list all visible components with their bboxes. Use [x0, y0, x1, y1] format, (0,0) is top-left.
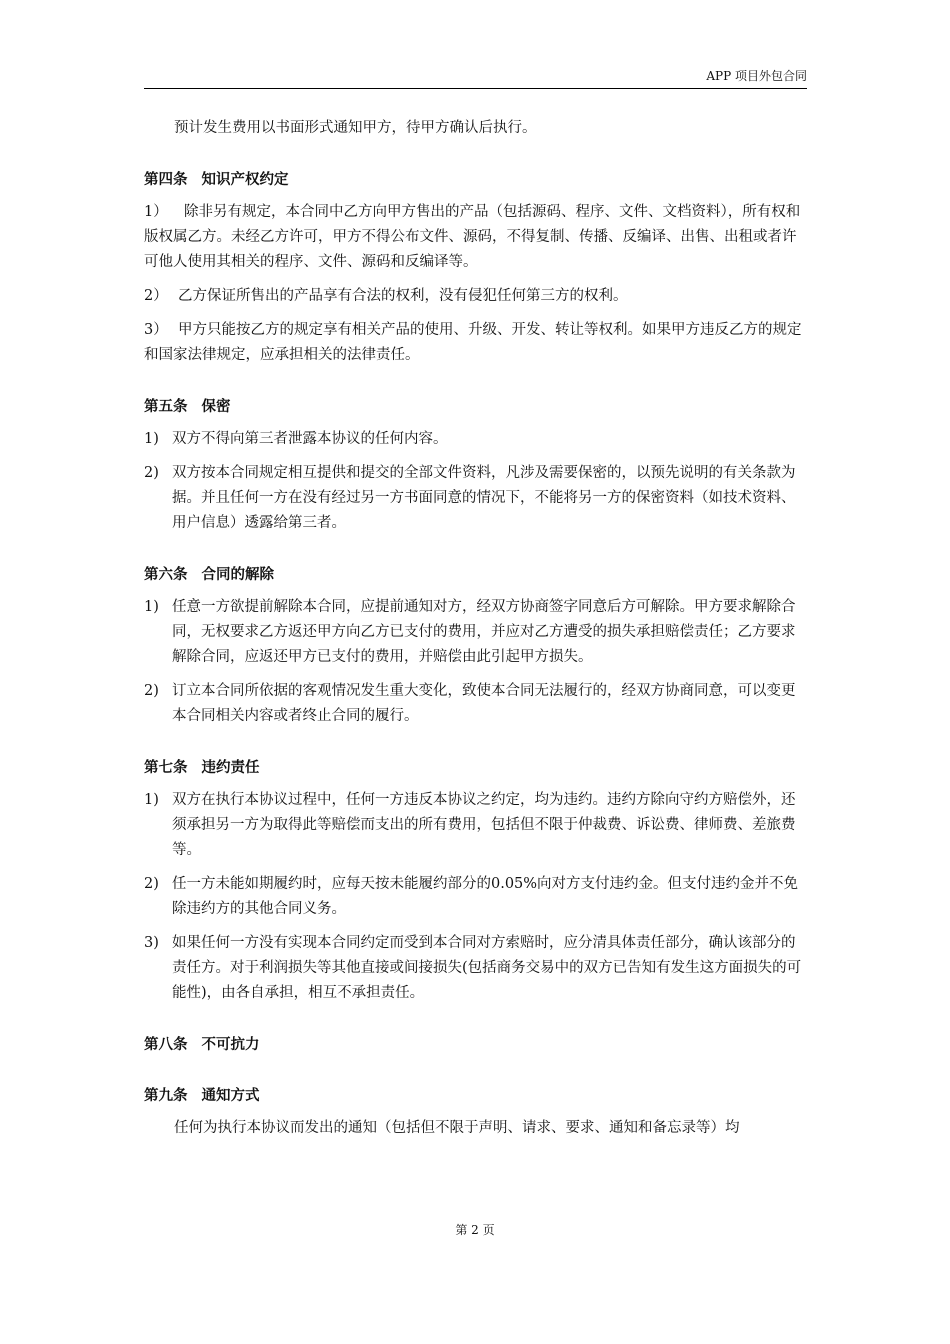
list-item: [144, 427, 808, 452]
list-marker: 1): [144, 599, 159, 615]
list-marker: 2): [144, 683, 159, 699]
list-item-text: 双方在执行本协议过程中，任何一方违反本协议之约定，均为违约。违约方除向守约方赔偿外，还须承担另一方为取得此等赔偿而支出的所有费用，包括但不限于仲裁费、诉讼费、律师费、差旅费等。: [172, 792, 796, 858]
list-item-text: 任一方未能如期履约时，应每天按未能履约部分的0.05%向对方支付违约金。但支付违约金并不免除违约方的其他合同义务。: [172, 876, 799, 917]
section-title: 违约责任: [201, 759, 260, 776]
section-title: 不可抗力: [201, 1036, 260, 1053]
page-header: [144, 66, 807, 89]
list-item-text: 双方不得向第三者泄露本协议的任何内容。: [172, 431, 448, 447]
list-marker: 2): [144, 465, 159, 481]
list-item: [144, 318, 808, 368]
list-item-text: 如果任何一方没有实现本合同约定而受到本合同对方索赔时，应分清具体责任部分，确认该部分的责任方。对于利润损失等其他直接或间接损失(包括商务交易中的双方已告知有发生这方面损失的可能性)，由各自承担，相互不承担责任。: [172, 935, 802, 1001]
section-heading-termination: [144, 562, 808, 587]
list-marker: 1）: [144, 204, 168, 220]
section-title: 合同的解除: [201, 566, 274, 583]
section-number: 第六条: [144, 566, 188, 583]
list-item: [144, 595, 808, 670]
list-marker: 1): [144, 792, 159, 808]
list-item-text: 甲方只能按乙方的规定享有相关产品的使用、升级、开发、转让等权利。如果甲方违反乙方的规定和国家法律规定，应承担相关的法律责任。: [144, 322, 802, 363]
list-item-text: 订立本合同所依据的客观情况发生重大变化，致使本合同无法履行的，经双方协商同意，可以变更本合同相关内容或者终止合同的履行。: [172, 683, 796, 724]
section-number: 第五条: [144, 398, 188, 415]
list-marker: 2): [144, 876, 159, 892]
document-title: APP 项目外包合同: [706, 69, 807, 83]
section-number: 第九条: [144, 1087, 188, 1104]
section-title: 保密: [201, 398, 231, 415]
list-marker: 3）: [144, 322, 168, 338]
section-number: 第四条: [144, 171, 188, 188]
list-item: [144, 788, 808, 863]
list-item-text: 除非另有规定，本合同中乙方向甲方售出的产品（包括源码、程序、文件、文档资料），所有权和版权属乙方。未经乙方许可，甲方不得公布文件、源码，不得复制、传播、反编译、出售、出租或者许可他人使用其相关的程序、文件、源码和反编译等。: [144, 204, 801, 270]
page-number: 第 2 页: [455, 1223, 495, 1237]
list-item-text: 乙方保证所售出的产品享有合法的权利，没有侵犯任何第三方的权利。: [178, 288, 628, 304]
list-item-text: 双方按本合同规定相互提供和提交的全部文件资料，凡涉及需要保密的，以预先说明的有关条款为据。并且任何一方在没有经过另一方书面同意的情况下，不能将另一方的保密资料（如技术资料、用户信息）透露给第三者。: [172, 465, 796, 531]
list-item: [144, 679, 808, 729]
intro-paragraph: 预计发生费用以书面形式通知甲方，待甲方确认后执行。: [174, 120, 537, 136]
section-heading-confidentiality: [144, 394, 808, 419]
section-number: 第八条: [144, 1036, 188, 1053]
section-title: 知识产权约定: [201, 171, 289, 188]
list-item: [144, 461, 808, 536]
list-marker: 3): [144, 935, 159, 951]
section-heading-force-majeure: [144, 1032, 808, 1057]
section-heading-intellectual-property: [144, 167, 808, 192]
list-item: [144, 872, 808, 922]
notice-paragraph: 任何为执行本协议而发出的通知（包括但不限于声明、请求、要求、通知和备忘录等）均: [174, 1120, 740, 1136]
list-marker: 1): [144, 431, 159, 447]
list-item: [144, 284, 808, 309]
section-title: 通知方式: [201, 1087, 260, 1104]
document-body: [144, 116, 808, 1150]
section-heading-liability: [144, 755, 808, 780]
section-number: 第七条: [144, 759, 188, 776]
list-item-text: 任意一方欲提前解除本合同，应提前通知对方，经双方协商签字同意后方可解除。甲方要求解除合同，无权要求乙方返还甲方向乙方已支付的费用，并应对乙方遭受的损失承担赔偿责任；乙方要求解除合同，应返还甲方已支付的费用，并赔偿由此引起甲方损失。: [172, 599, 796, 665]
list-marker: 2）: [144, 288, 168, 304]
list-item: [144, 200, 808, 275]
list-item: [144, 931, 808, 1006]
section-heading-notice: [144, 1083, 808, 1108]
